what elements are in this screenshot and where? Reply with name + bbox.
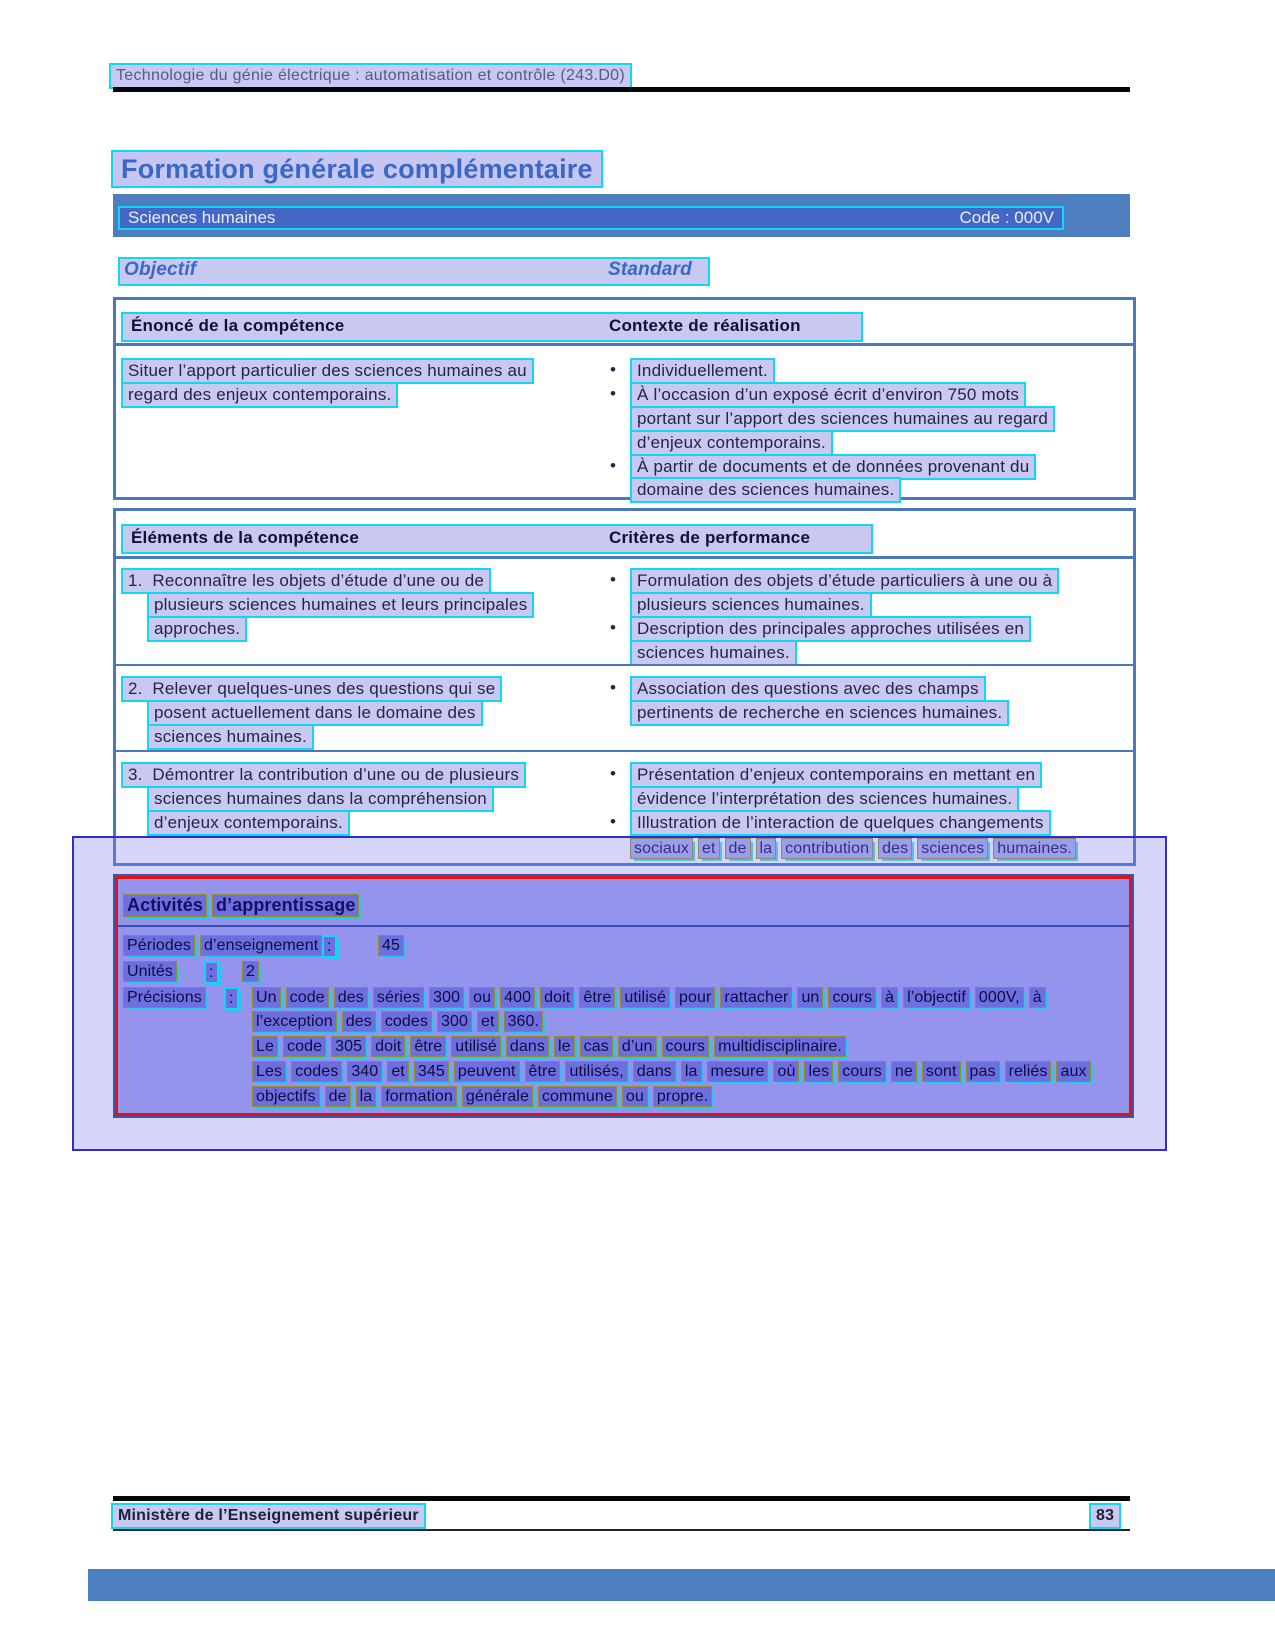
critere-line-word-boxed: sociaux et de la contribution des sciences humaines. bbox=[630, 838, 1081, 859]
colon-separator: : bbox=[204, 961, 219, 984]
critere-line: Description des principales approches utilisées en bbox=[630, 616, 1031, 642]
col-header-contexte: Contexte de réalisation bbox=[609, 316, 801, 335]
unites-value: 2 bbox=[242, 961, 259, 982]
table2-header-row bbox=[121, 524, 873, 554]
bullet-icon: • bbox=[610, 618, 616, 637]
breadcrumb: Technologie du génie électrique : automatisation et contrôle (243.D0) bbox=[109, 63, 632, 89]
standard-heading: Standard bbox=[608, 259, 692, 280]
critere-line: Association des questions avec des champs bbox=[630, 676, 986, 702]
precision-line: Le code 305 doit être utilisé dans le cas d’un cours multidisciplinaire. bbox=[252, 1036, 851, 1057]
element-line: posent actuellement dans le domaine des bbox=[147, 700, 483, 726]
contexte-line: domaine des sciences humaines. bbox=[630, 477, 901, 503]
precisions-label: Précisions bbox=[123, 987, 211, 1008]
element-line: sciences humaines. bbox=[147, 724, 314, 750]
element-line: approches. bbox=[147, 616, 247, 642]
colon-separator: : bbox=[224, 987, 239, 1010]
bullet-icon: • bbox=[610, 764, 616, 783]
objectif-standard-row bbox=[118, 257, 710, 286]
critere-line: évidence l’interprétation des sciences humaines. bbox=[630, 786, 1019, 812]
precision-line: Les codes 340 et 345 peuvent être utilisés, dans la mesure où les cours ne sont pas reliés aux bbox=[252, 1061, 1096, 1082]
contexte-line: À l’occasion d’un exposé écrit d’environ 750 mots bbox=[630, 382, 1026, 408]
precision-line: Un code des séries 300 ou 400 doit être utilisé pour rattacher un cours à l’objectif 000V, à bbox=[252, 987, 1051, 1008]
colon-separator: : bbox=[322, 935, 337, 958]
table2-header-separator bbox=[116, 556, 1133, 559]
element-line: plusieurs sciences humaines et leurs principales bbox=[147, 592, 534, 618]
competence-line: Situer l’apport particulier des sciences humaines au bbox=[121, 358, 534, 384]
bullet-icon: • bbox=[610, 360, 616, 379]
footer-rule bbox=[113, 1496, 1130, 1501]
contexte-line: À partir de documents et de données provenant du bbox=[630, 454, 1036, 480]
element-line: sciences humaines dans la compréhension bbox=[147, 786, 494, 812]
footer-thin-rule bbox=[113, 1529, 1130, 1531]
table1-header-separator bbox=[116, 343, 1133, 346]
footer-page-number: 83 bbox=[1089, 1503, 1121, 1529]
contexte-line: Individuellement. bbox=[630, 358, 775, 384]
banner-highlight bbox=[118, 206, 1064, 230]
critere-line: Formulation des objets d’étude particuliers à une ou à bbox=[630, 568, 1059, 594]
critere-line: pertinents de recherche en sciences humaines. bbox=[630, 700, 1009, 726]
activities-header-separator bbox=[118, 925, 1129, 927]
row-separator bbox=[116, 750, 1133, 752]
activities-red-box bbox=[115, 876, 1132, 1116]
row-separator bbox=[116, 664, 1133, 666]
code-label: Code : 000V bbox=[959, 208, 1054, 227]
table-elements-criteres bbox=[113, 508, 1136, 866]
objectif-heading: Objectif bbox=[124, 259, 197, 280]
bullet-icon: • bbox=[610, 456, 616, 475]
bullet-icon: • bbox=[610, 678, 616, 697]
col-header-enonce: Énoncé de la compétence bbox=[131, 316, 345, 335]
header-rule bbox=[113, 87, 1130, 92]
critere-line: Illustration de l’interaction de quelques changements bbox=[630, 810, 1051, 836]
table1-header-row bbox=[121, 312, 863, 342]
col-header-elements: Éléments de la compétence bbox=[131, 528, 359, 547]
precision-line: objectifs de la formation générale commune ou propre. bbox=[252, 1086, 717, 1107]
subject-banner bbox=[113, 194, 1130, 237]
bottom-blue-band bbox=[88, 1569, 1275, 1601]
activities-title: Activités d’apprentissage bbox=[123, 894, 364, 917]
activities-section bbox=[113, 874, 1134, 1118]
unites-label: Unités bbox=[123, 961, 182, 982]
critere-line: plusieurs sciences humaines. bbox=[630, 592, 872, 618]
col-header-criteres: Critères de performance bbox=[609, 528, 811, 547]
footer-ministry: Ministère de l’Enseignement supérieur bbox=[111, 1503, 426, 1529]
element-line: 3. Démontrer la contribution d’une ou de plusieurs bbox=[121, 762, 526, 788]
element-line: d’enjeux contemporains. bbox=[147, 810, 350, 836]
periodes-value: 45 bbox=[378, 935, 404, 956]
periodes-label: Périodes d’enseignement bbox=[123, 935, 327, 956]
subject-label: Sciences humaines bbox=[128, 208, 276, 227]
critere-line: Présentation d’enjeux contemporains en mettant en bbox=[630, 762, 1042, 788]
contexte-line: d’enjeux contemporains. bbox=[630, 430, 833, 456]
precision-line: l’exception des codes 300 et 360. bbox=[252, 1011, 548, 1032]
contexte-line: portant sur l’apport des sciences humaines au regard bbox=[630, 406, 1055, 432]
element-line: 2. Relever quelques-unes des questions qui se bbox=[121, 676, 502, 702]
bullet-icon: • bbox=[610, 812, 616, 831]
bullet-icon: • bbox=[610, 570, 616, 589]
element-line: 1. Reconnaître les objets d’étude d’une ou de bbox=[121, 568, 491, 594]
critere-line: sciences humaines. bbox=[630, 640, 797, 666]
page-title: Formation générale complémentaire bbox=[111, 150, 603, 188]
bullet-icon: • bbox=[610, 384, 616, 403]
table-enonce-contexte bbox=[113, 297, 1136, 500]
competence-line: regard des enjeux contemporains. bbox=[121, 382, 398, 408]
